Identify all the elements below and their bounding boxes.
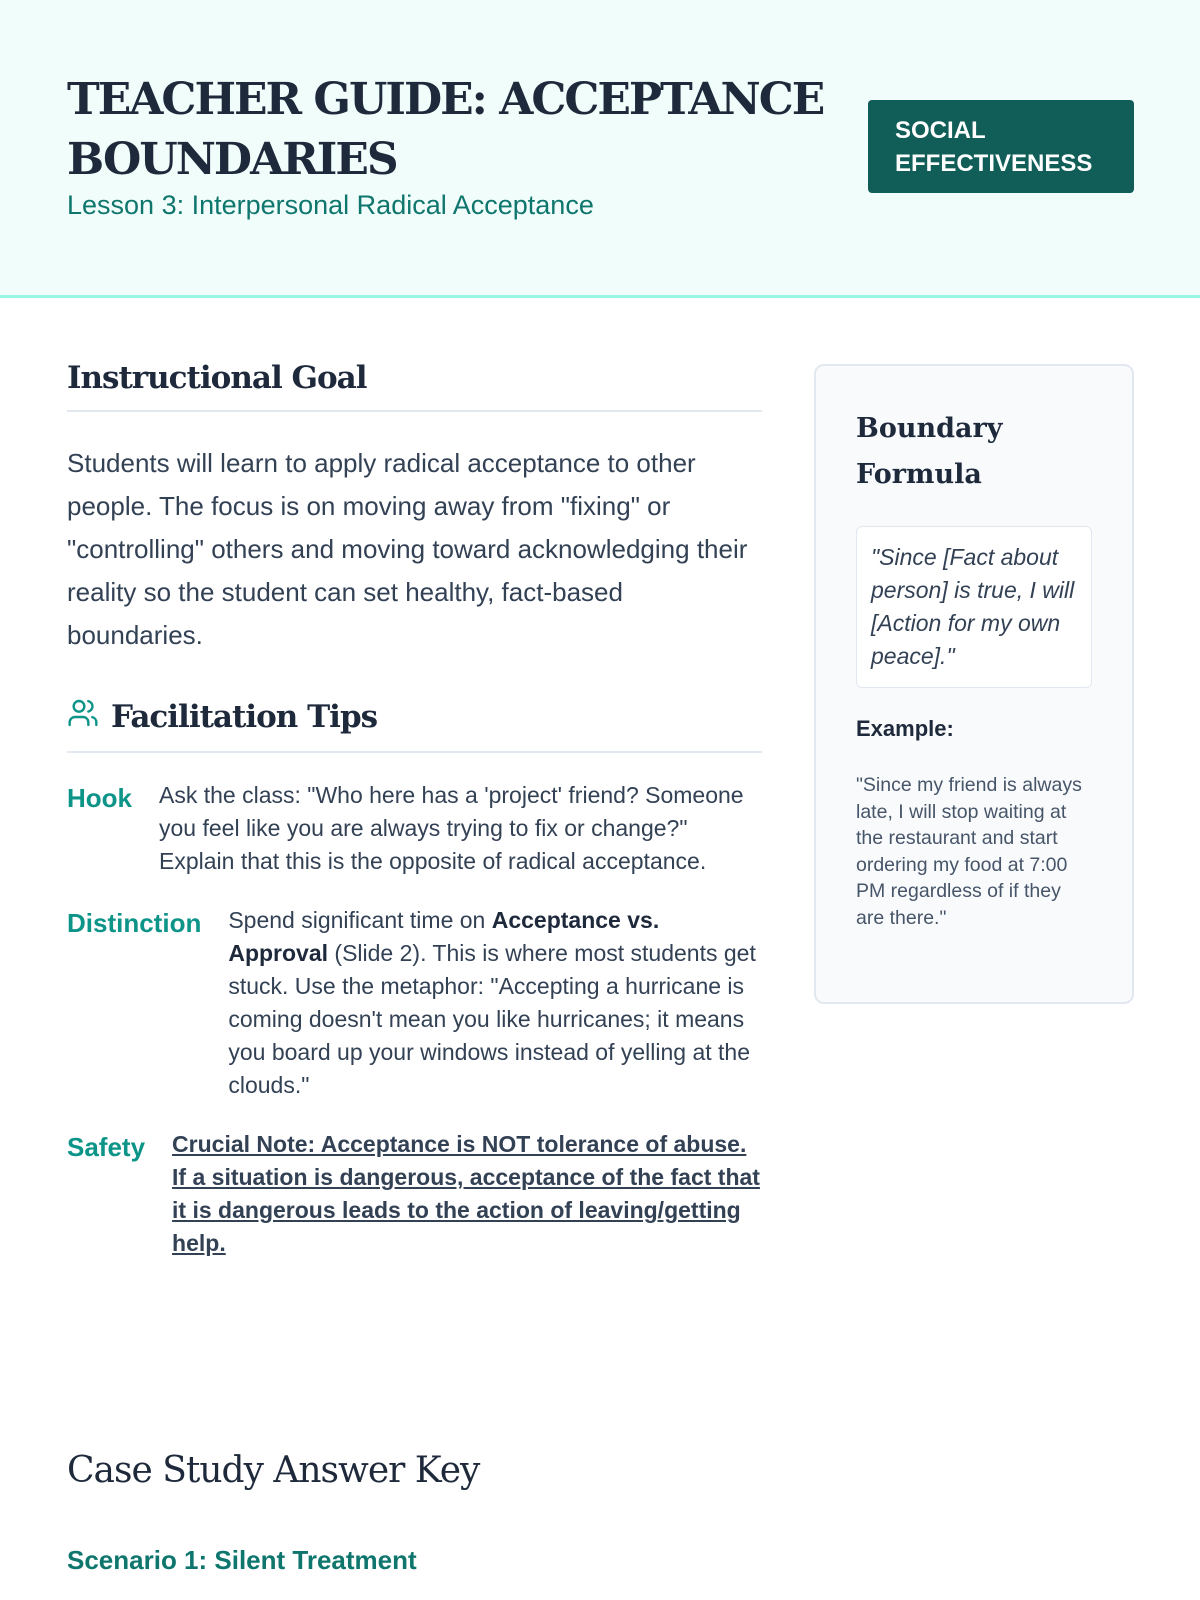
goal-text: Students will learn to apply radical acceptance to other people. The focus is on moving away from "fixing" or "controlling" others and moving toward acknowledging their reality so the student can set healthy, fact-based boundaries. <box>67 448 748 650</box>
goal-heading <box>67 360 762 412</box>
tip-safety <box>67 1128 762 1260</box>
formula-heading: Boundary Formula <box>856 413 1003 490</box>
tip-text: Crucial Note: Acceptance is NOT tolerance of abuse. If a situation is dangerous, acceptance of the fact that it is dangerous leads to the action of leaving/getting help. <box>172 1131 760 1256</box>
boundary-formula-card <box>814 364 1134 1004</box>
lesson-subtitle: Lesson 3: Interpersonal Radical Acceptance <box>67 190 594 220</box>
tip-distinction <box>67 904 762 1102</box>
case-study-heading: Case Study Answer Key <box>67 1450 480 1491</box>
page-title: TEACHER GUIDE: ACCEPTANCE BOUNDARIES <box>67 74 824 185</box>
category-badge: SOCIAL EFFECTIVENESS <box>868 100 1134 193</box>
goal-heading-text: Instructional Goal <box>67 360 367 396</box>
example-text: "Since my friend is always late, I will stop waiting at the restaurant and start ordering my food at 7:00 PM regardless of if they are there." <box>856 774 1082 929</box>
tip-text: Ask the class: "Who here has a 'project' friend? Someone you feel like you are always trying to fix or change?" Explain that this is the opposite of radical acceptance. <box>159 782 744 874</box>
tip-label: Distinction <box>67 908 202 938</box>
tip-text: Spend significant time on Acceptance vs. Approval (Slide 2). This is where most students get stuck. Use the metaphor: "Accepting a hurricane is coming doesn't mean you like hurricanes; it means you board up your windows instead of yelling at the clouds." <box>228 907 756 1098</box>
tip-label: Safety <box>67 1132 146 1162</box>
main-content <box>67 360 762 1260</box>
tip-hook <box>67 779 762 878</box>
tips-heading-text: Facilitation Tips <box>111 699 378 735</box>
tips-heading <box>67 697 762 753</box>
formula-text: "Since [Fact about person] is true, I will [Action for my own peace]." <box>856 526 1092 688</box>
users-icon <box>67 697 99 737</box>
page-header <box>0 0 1200 298</box>
tip-label: Hook <box>67 783 132 813</box>
example-label: Example: <box>856 716 954 741</box>
scenario-heading: Scenario 1: Silent Treatment <box>67 1545 417 1575</box>
